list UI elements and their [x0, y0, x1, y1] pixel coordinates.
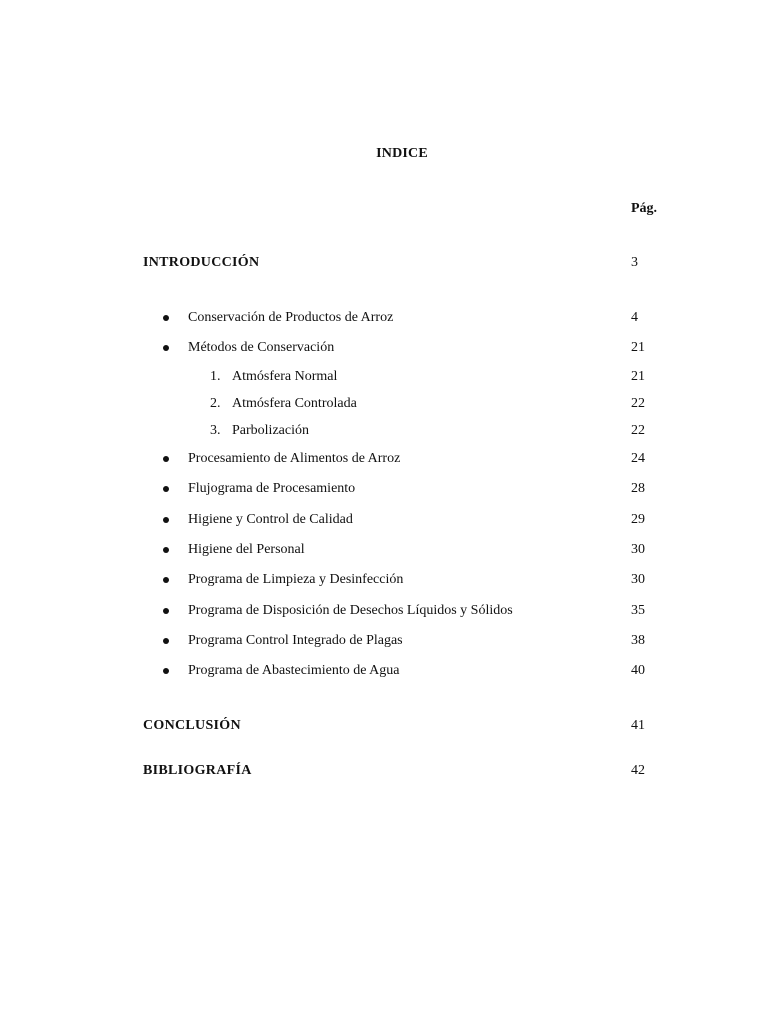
- toc-entry-label: Programa Control Integrado de Plagas: [188, 633, 403, 648]
- toc-subentry: [0, 421, 768, 441]
- toc-entry-label: Programa de Abastecimiento de Agua: [188, 663, 400, 678]
- bullet-icon: [163, 577, 169, 583]
- toc-entry-page: 35: [631, 603, 645, 618]
- toc-entry-page: 42: [631, 763, 645, 778]
- toc-entry-label: Conservación de Productos de Arroz: [188, 310, 394, 325]
- toc-entry: [0, 716, 768, 736]
- toc-entry: [0, 631, 768, 651]
- toc-entry-label: BIBLIOGRAFÍA: [143, 763, 252, 778]
- toc-subentry-number: 2.: [210, 396, 221, 411]
- bullet-icon: [163, 456, 169, 462]
- toc-entry-label: Flujograma de Procesamiento: [188, 481, 356, 496]
- toc-entry: [0, 308, 768, 328]
- toc-subentry-number: 3.: [210, 423, 221, 438]
- toc-entry-label: Programa de Limpieza y Desinfección: [188, 572, 404, 587]
- toc-entry-label: Atmósfera Controlada: [232, 396, 357, 411]
- page-title: INDICE: [376, 146, 428, 161]
- toc-entry-page: 4: [631, 310, 638, 325]
- toc-entry-page: 28: [631, 481, 645, 496]
- page-column-header: Pág.: [631, 201, 658, 216]
- toc-entry-page: 21: [631, 340, 645, 355]
- toc-entry-label: Parbolización: [232, 423, 309, 438]
- toc-entry-page: 3: [631, 255, 638, 270]
- bullet-icon: [163, 608, 169, 614]
- toc-entry-label: INTRODUCCIÓN: [143, 255, 260, 270]
- toc-entry: [0, 510, 768, 530]
- toc-entry-page: 22: [631, 423, 645, 438]
- toc-entry-page: 30: [631, 542, 645, 557]
- toc-entry-page: 22: [631, 396, 645, 411]
- toc-entry-page: 40: [631, 663, 645, 678]
- toc-entry: [0, 661, 768, 681]
- toc-entry-label: Higiene y Control de Calidad: [188, 512, 353, 527]
- bullet-icon: [163, 486, 169, 492]
- toc-entry: [0, 253, 768, 273]
- toc-entry-label: Procesamiento de Alimentos de Arroz: [188, 451, 401, 466]
- toc-entry: [0, 601, 768, 621]
- toc-entry-page: 29: [631, 512, 645, 527]
- toc-entry-label: CONCLUSIÓN: [143, 718, 241, 733]
- toc-subentry-number: 1.: [210, 369, 221, 384]
- bullet-icon: [163, 668, 169, 674]
- bullet-icon: [163, 638, 169, 644]
- toc-entry: [0, 479, 768, 499]
- toc-entry-label: Atmósfera Normal: [232, 369, 338, 384]
- toc-entry-page: 30: [631, 572, 645, 587]
- toc-entry-page: 41: [631, 718, 645, 733]
- toc-entry-page: 38: [631, 633, 645, 648]
- toc-entry: [0, 449, 768, 469]
- toc-entry-page: 24: [631, 451, 645, 466]
- toc-entry: [0, 338, 768, 358]
- toc-entry-label: Programa de Disposición de Desechos Líquidos y Sólidos: [188, 603, 513, 618]
- bullet-icon: [163, 517, 169, 523]
- toc-entry: [0, 761, 768, 781]
- toc-entry-label: Higiene del Personal: [188, 542, 305, 557]
- bullet-icon: [163, 345, 169, 351]
- toc-subentry: [0, 367, 768, 387]
- bullet-icon: [163, 547, 169, 553]
- toc-entry-label: Métodos de Conservación: [188, 340, 335, 355]
- toc-subentry: [0, 394, 768, 414]
- toc-entry: [0, 540, 768, 560]
- toc-entry-page: 21: [631, 369, 645, 384]
- toc-entry: [0, 570, 768, 590]
- bullet-icon: [163, 315, 169, 321]
